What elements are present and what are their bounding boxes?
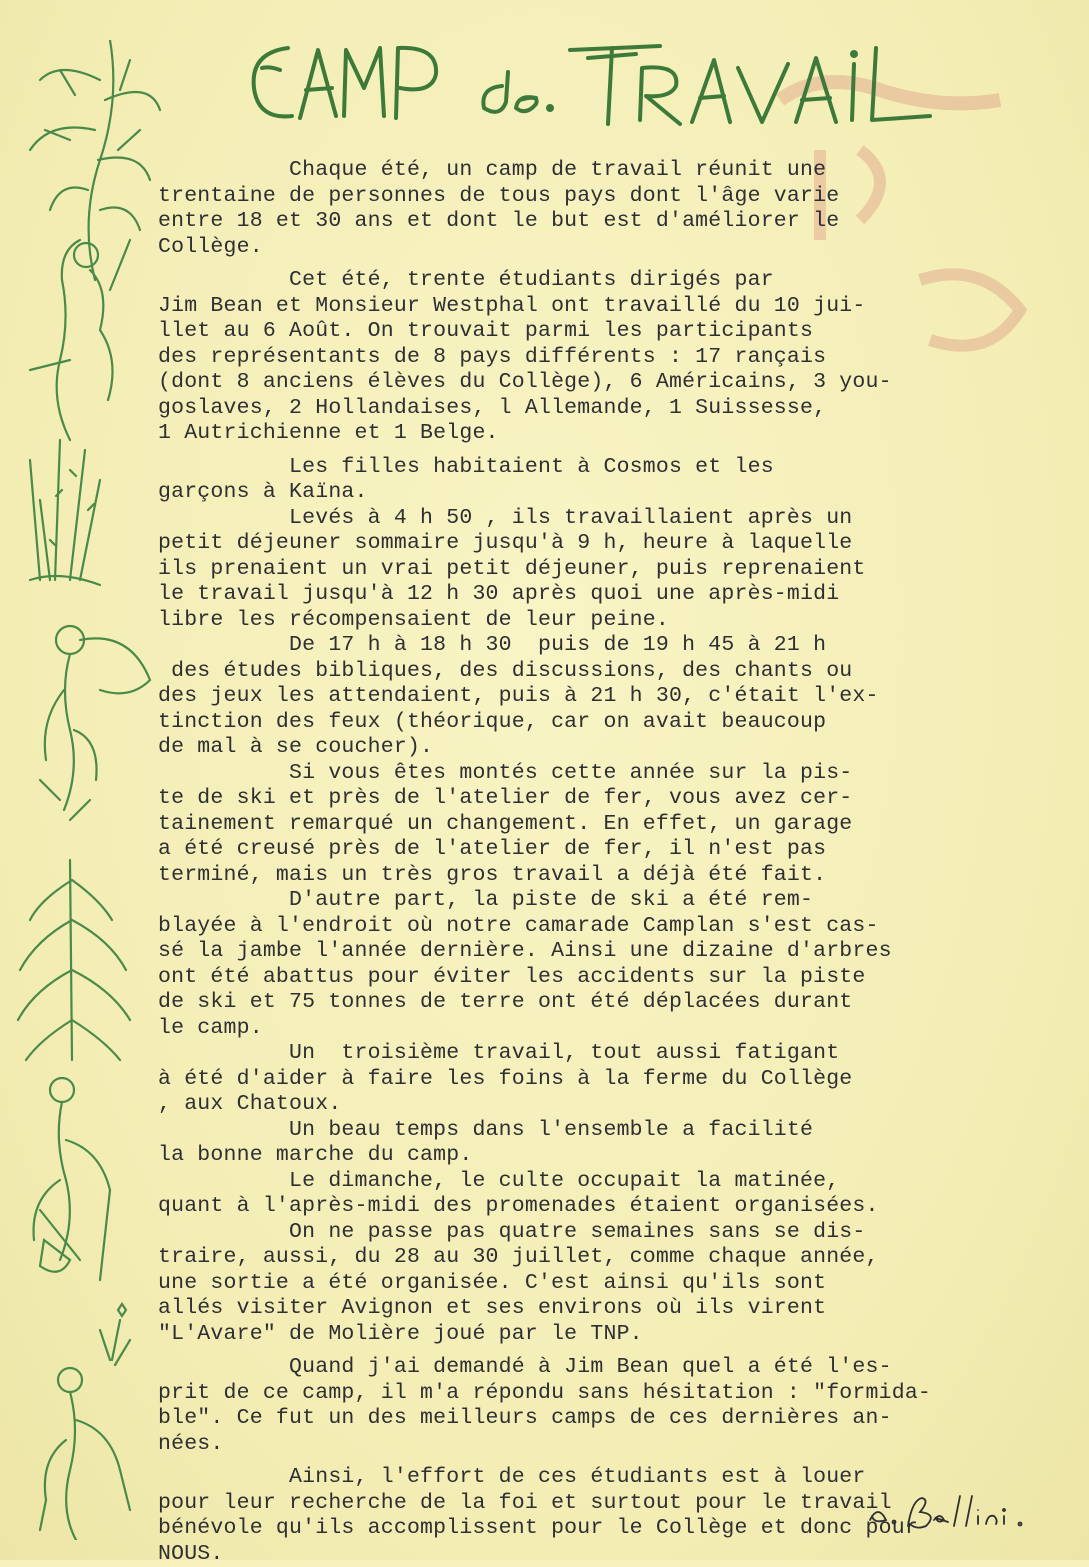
paragraph	[158, 506, 1028, 634]
text-line: terminé, mais un très gros travail a déjà été fait.	[158, 863, 1028, 889]
text-line: sé la jambe l'année dernière. Ainsi une dizaine d'arbres	[158, 939, 1028, 965]
paragraph	[158, 888, 1028, 1041]
text-line: Si vous êtes montés cette année sur la pis-	[158, 761, 1028, 787]
text-line: de mal à se coucher).	[158, 735, 1028, 761]
text-line: traire, aussi, du 28 au 30 juillet, comme chaque année,	[158, 1245, 1028, 1271]
text-line: Le dimanche, le culte occupait la matinée,	[158, 1169, 1028, 1195]
paragraph	[158, 633, 1028, 761]
text-line: ils prenaient un vrai petit déjeuner, puis reprenaient	[158, 557, 1028, 583]
text-line: allés visiter Avignon et ses environs où ils virent	[158, 1296, 1028, 1322]
paragraph	[158, 761, 1028, 889]
text-line: De 17 h à 18 h 30 puis de 19 h 45 à 21 h	[158, 633, 1028, 659]
text-line: Chaque été, un camp de travail réunit une	[158, 158, 1028, 184]
paragraph	[158, 1220, 1028, 1348]
text-line: le travail jusqu'à 12 h 30 après quoi une après-midi	[158, 582, 1028, 608]
text-line: Collège.	[158, 235, 1028, 261]
text-line: entre 18 et 30 ans et dont le but est d'améliorer le	[158, 209, 1028, 235]
text-line: Un beau temps dans l'ensemble a facilité	[158, 1118, 1028, 1144]
text-line: llet au 6 Août. On trouvait parmi les participants	[158, 319, 1028, 345]
paragraph	[158, 1118, 1028, 1169]
paragraph-gap	[158, 447, 1028, 455]
text-line: tinction des feux (théorique, car on avait beaucoup	[158, 710, 1028, 736]
paragraph	[158, 268, 1028, 447]
text-line: des jeux les attendaient, puis à 21 h 30, c'était l'ex-	[158, 684, 1028, 710]
handdrawn-title-lettering	[240, 28, 940, 138]
text-line: blayée à l'endroit où notre camarade Camplan s'est cas-	[158, 914, 1028, 940]
paragraph-gap	[158, 1347, 1028, 1355]
text-line: à été d'aider à faire les foins à la ferme du Collège	[158, 1067, 1028, 1093]
handwritten-signature	[860, 1486, 1040, 1536]
text-line: une sortie a été organisée. C'est ainsi qu'ils sont	[158, 1271, 1028, 1297]
text-line: D'autre part, la piste de ski a été rem-	[158, 888, 1028, 914]
paragraph-gap	[158, 1457, 1028, 1465]
text-line: a été creusé près de l'atelier de fer, il n'est pas	[158, 837, 1028, 863]
text-line: tainement remarqué un changement. En effet, un garage	[158, 812, 1028, 838]
text-line: Un troisième travail, tout aussi fatigant	[158, 1041, 1028, 1067]
text-line: "L'Avare" de Molière joué par le TNP.	[158, 1322, 1028, 1348]
text-line: des représentants de 8 pays différents : 17 rançais	[158, 345, 1028, 371]
text-line: 1 Autrichienne et 1 Belge.	[158, 421, 1028, 447]
article-body	[158, 158, 1028, 1567]
paragraph	[158, 1355, 1028, 1457]
text-line: Levés à 4 h 50 , ils travaillaient après un	[158, 506, 1028, 532]
text-line: Jim Bean et Monsieur Westphal ont travaillé du 10 jui-	[158, 294, 1028, 320]
text-line: libre les récompensaient de leur peine.	[158, 608, 1028, 634]
text-line: de ski et 75 tonnes de terre ont été déplacées durant	[158, 990, 1028, 1016]
paragraph	[158, 1169, 1028, 1220]
text-line: Quand j'ai demandé à Jim Bean quel a été l'es-	[158, 1355, 1028, 1381]
text-line: bénévole qu'ils accomplissent pour le Collège et donc pour	[158, 1516, 1028, 1542]
text-line: Ainsi, l'effort de ces étudiants est à louer	[158, 1465, 1028, 1491]
text-line: la bonne marche du camp.	[158, 1143, 1028, 1169]
text-line: te de ski et près de l'atelier de fer, vous avez cer-	[158, 786, 1028, 812]
text-line: quant à l'après-midi des promenades étaient organisées.	[158, 1194, 1028, 1220]
text-line: NOUS.	[158, 1542, 1028, 1567]
text-line: Cet été, trente étudiants dirigés par	[158, 268, 1028, 294]
text-line: ble". Ce fut un des meilleurs camps de ces dernières an-	[158, 1406, 1028, 1432]
text-line: garçons à Kaïna.	[158, 480, 1028, 506]
text-line: pour leur recherche de la foi et surtout pour le travail	[158, 1491, 1028, 1517]
text-line: prit de ce camp, il m'a répondu sans hésitation : "formida-	[158, 1381, 1028, 1407]
page-title	[240, 28, 940, 138]
text-line: nées.	[158, 1432, 1028, 1458]
text-line: des études bibliques, des discussions, des chants ou	[158, 659, 1028, 685]
paragraph	[158, 455, 1028, 506]
paragraph	[158, 1041, 1028, 1118]
text-line: , aux Chatoux.	[158, 1092, 1028, 1118]
text-line: ont été abattus pour éviter les accidents sur la piste	[158, 965, 1028, 991]
text-line: trentaine de personnes de tous pays dont l'âge varie	[158, 184, 1028, 210]
green-foliage-and-workers-icon	[0, 40, 170, 1540]
text-line: petit déjeuner sommaire jusqu'à 9 h, heure à laquelle	[158, 531, 1028, 557]
text-line: goslaves, 2 Hollandaises, l Allemande, 1 Suissesse,	[158, 396, 1028, 422]
text-line: Les filles habitaient à Cosmos et les	[158, 455, 1028, 481]
text-line: On ne passe pas quatre semaines sans se dis-	[158, 1220, 1028, 1246]
text-line: le camp.	[158, 1016, 1028, 1042]
paragraph-gap	[158, 260, 1028, 268]
text-line: (dont 8 anciens élèves du Collège), 6 Américains, 3 you-	[158, 370, 1028, 396]
paragraph	[158, 158, 1028, 260]
